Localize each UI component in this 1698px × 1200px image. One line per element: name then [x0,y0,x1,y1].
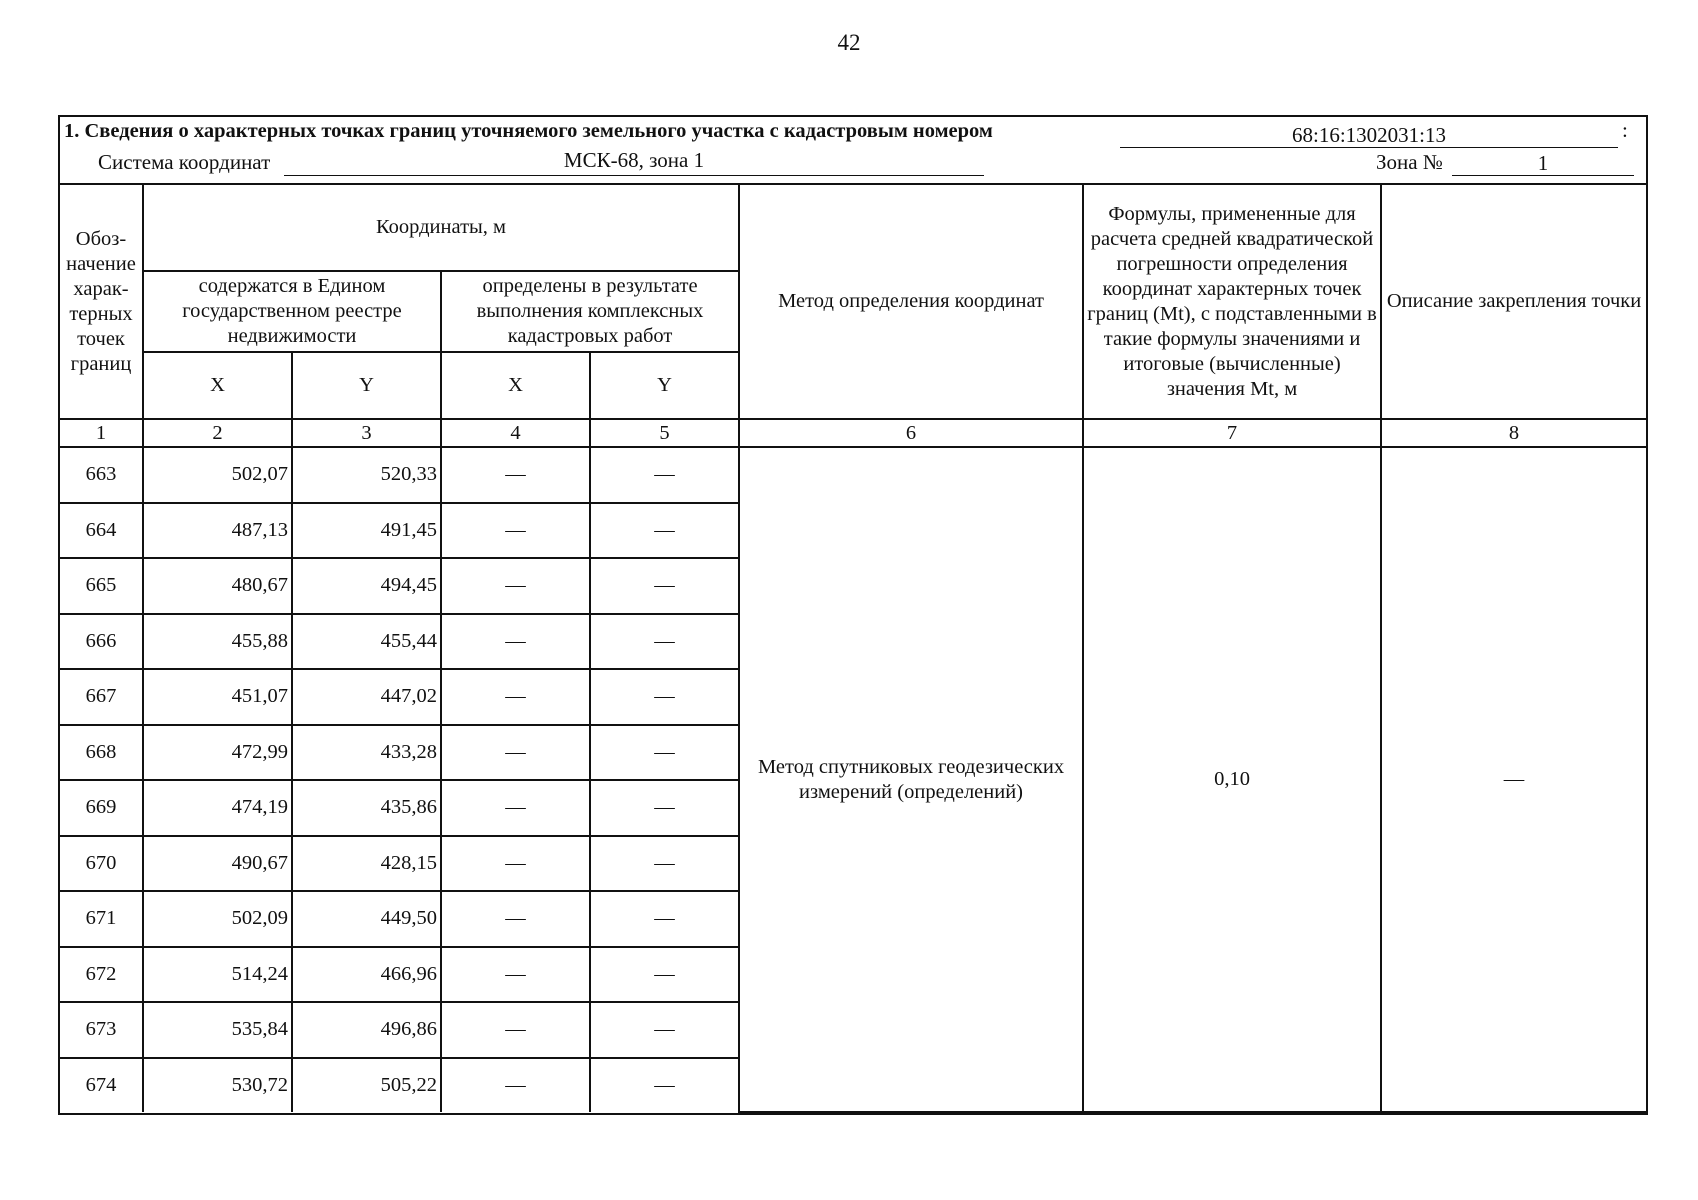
header-x-registry: X [143,352,292,419]
cadastral-number: 68:16:1302031:13 [1120,120,1618,148]
header-determined: определены в результате выполнения комплексных кадастровых работ [441,271,739,352]
determined-x: — [441,503,590,559]
header-in-registry: содержатся в Едином государственном реестре недвижимости [143,271,441,352]
column-number: 4 [441,419,590,447]
mt-value-cell: 0,10 [1083,447,1381,1112]
determined-y: — [590,780,739,836]
coord-system-value: МСК-68, зона 1 [284,148,984,176]
determined-y: — [590,947,739,1003]
determined-y: — [590,614,739,670]
determined-y: — [590,836,739,892]
determined-x: — [441,669,590,725]
title-colon: : [1622,118,1628,142]
column-number: 2 [143,419,292,447]
determined-x: — [441,780,590,836]
determined-y: — [590,1002,739,1058]
determined-x: — [441,447,590,503]
determined-x: — [441,947,590,1003]
point-id: 669 [60,780,143,836]
zone-value: 1 [1452,148,1634,176]
point-id: 674 [60,1058,143,1113]
point-id: 667 [60,669,143,725]
registry-x: 474,19 [143,780,292,836]
registry-x: 502,07 [143,447,292,503]
registry-y: 447,02 [292,669,441,725]
determined-x: — [441,836,590,892]
registry-y: 466,96 [292,947,441,1003]
determined-x: — [441,558,590,614]
registry-y: 435,86 [292,780,441,836]
determined-y: — [590,558,739,614]
determined-x: — [441,1002,590,1058]
registry-x: 502,09 [143,891,292,947]
determined-x: — [441,891,590,947]
point-id: 666 [60,614,143,670]
registry-y: 455,44 [292,614,441,670]
header-method: Метод определения координат [739,185,1083,419]
determined-x: — [441,1058,590,1113]
point-id: 663 [60,447,143,503]
point-id: 670 [60,836,143,892]
registry-x: 455,88 [143,614,292,670]
determined-x: — [441,614,590,670]
registry-x: 490,67 [143,836,292,892]
column-number: 3 [292,419,441,447]
registry-y: 449,50 [292,891,441,947]
registry-x: 472,99 [143,725,292,781]
registry-x: 514,24 [143,947,292,1003]
header-y-determined: Y [590,352,739,419]
column-number-row [60,419,1646,447]
header-formulas: Формулы, примененные для расчета средней квадратической погрешности определения координат характерных точек границ (Mt), с подставленными в такие формулы значениями и итоговые (вычисленные) значения Mt, м [1083,185,1381,419]
point-id: 664 [60,503,143,559]
registry-x: 487,13 [143,503,292,559]
point-id: 673 [60,1002,143,1058]
point-id: 672 [60,947,143,1003]
registry-x: 480,67 [143,558,292,614]
page-number: 42 [837,30,861,55]
header-designation: Обоз- начение харак- терных точек границ [60,185,143,419]
determined-y: — [590,1058,739,1113]
column-number: 5 [590,419,739,447]
column-number: 6 [739,419,1083,447]
determined-x: — [441,725,590,781]
registry-y: 505,22 [292,1058,441,1113]
column-number: 7 [1083,419,1381,447]
determined-y: — [590,891,739,947]
table-row [60,447,1646,503]
registry-y: 494,45 [292,558,441,614]
points-table [60,185,1646,1113]
coord-system-label: Система координат [98,150,271,174]
determined-y: — [590,669,739,725]
registry-y: 496,86 [292,1002,441,1058]
method-cell: Метод спутниковых геодезических измерений (определений) [739,447,1083,1112]
registry-y: 428,15 [292,836,441,892]
registry-y: 520,33 [292,447,441,503]
registry-x: 451,07 [143,669,292,725]
form-header [60,117,1646,185]
points-form [58,115,1648,1115]
point-id: 668 [60,725,143,781]
header-description: Описание закрепления точки [1381,185,1646,419]
determined-y: — [590,725,739,781]
point-id: 671 [60,891,143,947]
point-id: 665 [60,558,143,614]
determined-y: — [590,503,739,559]
registry-y: 491,45 [292,503,441,559]
registry-x: 530,72 [143,1058,292,1113]
description-cell: — [1381,447,1646,1112]
registry-y: 433,28 [292,725,441,781]
header-coordinates: Координаты, м [143,185,739,271]
determined-y: — [590,447,739,503]
zone-label: Зона № [1376,150,1443,174]
column-number: 1 [60,419,143,447]
header-y-registry: Y [292,352,441,419]
section-title: 1. Сведения о характерных точках границ уточняемого земельного участка с кадастровым номером [64,120,993,142]
column-number: 8 [1381,419,1646,447]
registry-x: 535,84 [143,1002,292,1058]
header-x-determined: X [441,352,590,419]
